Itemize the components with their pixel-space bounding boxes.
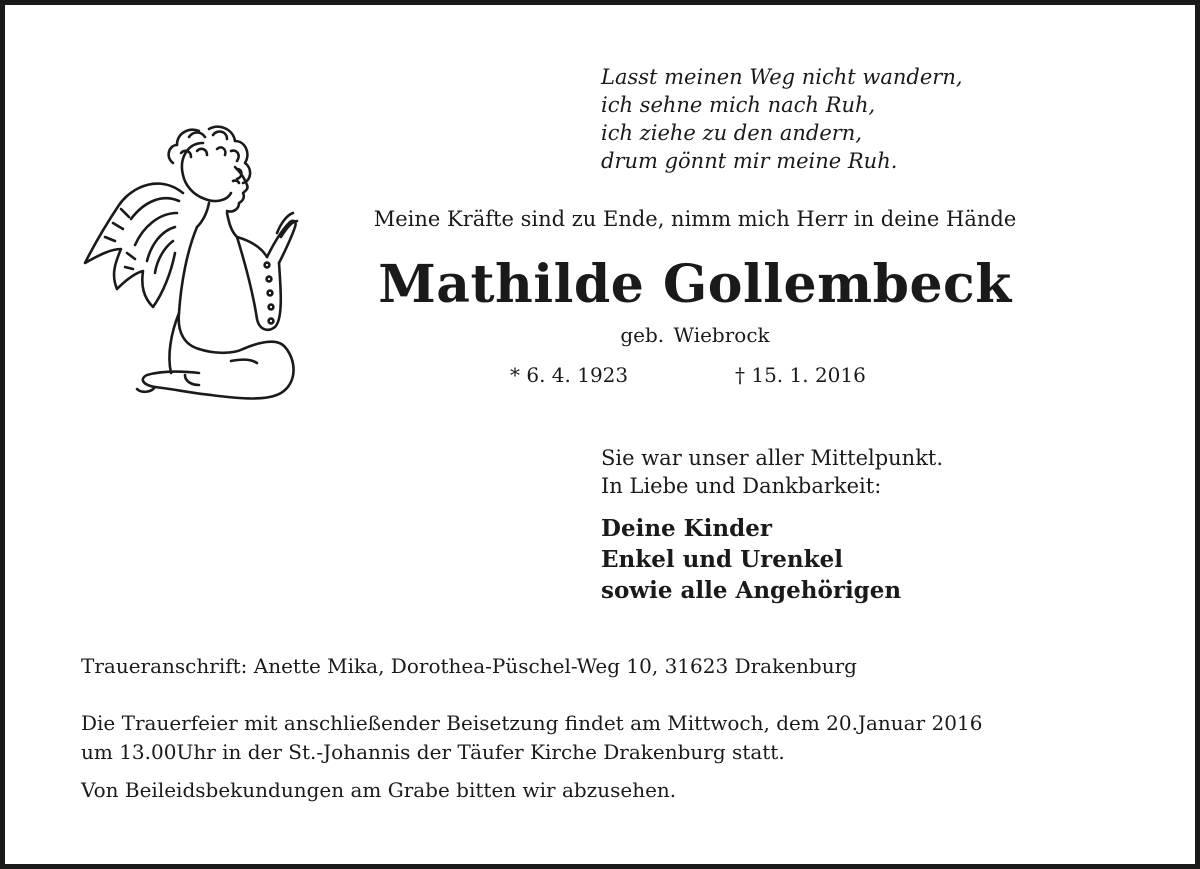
poem: [601, 63, 1161, 175]
mourners-line: Deine Kinder: [601, 515, 772, 542]
poem-line: drum gönnt mir meine Ruh.: [601, 149, 898, 173]
poem-line: ich ziehe zu den andern,: [601, 121, 863, 145]
mourners-list: [601, 513, 901, 606]
death-date: † 15. 1. 2016: [735, 363, 866, 387]
funeral-service-info: [81, 709, 982, 767]
mourning-address: Traueranschrift: Anette Mika, Dorothea-Püschel-Weg 10, 31623 Drakenburg: [81, 654, 857, 678]
mourners-line: Enkel und Urenkel: [601, 546, 843, 573]
bible-verse: Meine Kräfte sind zu Ende, nimm mich Herr in deine Hände: [373, 207, 1017, 231]
condolence-note: Von Beileidsbekundungen am Grabe bitten wir abzusehen.: [81, 778, 677, 802]
poem-line: ich sehne mich nach Ruh,: [601, 93, 876, 117]
service-line: Die Trauerfeier mit anschließender Beisetzung findet am Mittwoch, dem 20.Januar 2016: [81, 711, 983, 735]
birth-date: * 6. 4. 1923: [510, 363, 629, 387]
maiden-name: geb. Wiebrock: [620, 323, 770, 347]
mourners-line: sowie alle Angehörigen: [601, 577, 902, 604]
tribute-line: In Liebe und Dankbarkeit:: [601, 474, 882, 498]
deceased-name: Mathilde Gollembeck: [378, 254, 1012, 315]
tribute-line: Sie war unser aller Mittelpunkt.: [601, 446, 944, 470]
service-line: um 13.00Uhr in der St.-Johannis der Täufer Kirche Drakenburg statt.: [81, 740, 785, 764]
praying-angel-icon: [81, 123, 303, 405]
tribute-text: [601, 444, 943, 500]
poem-line: Lasst meinen Weg nicht wandern,: [601, 65, 963, 89]
